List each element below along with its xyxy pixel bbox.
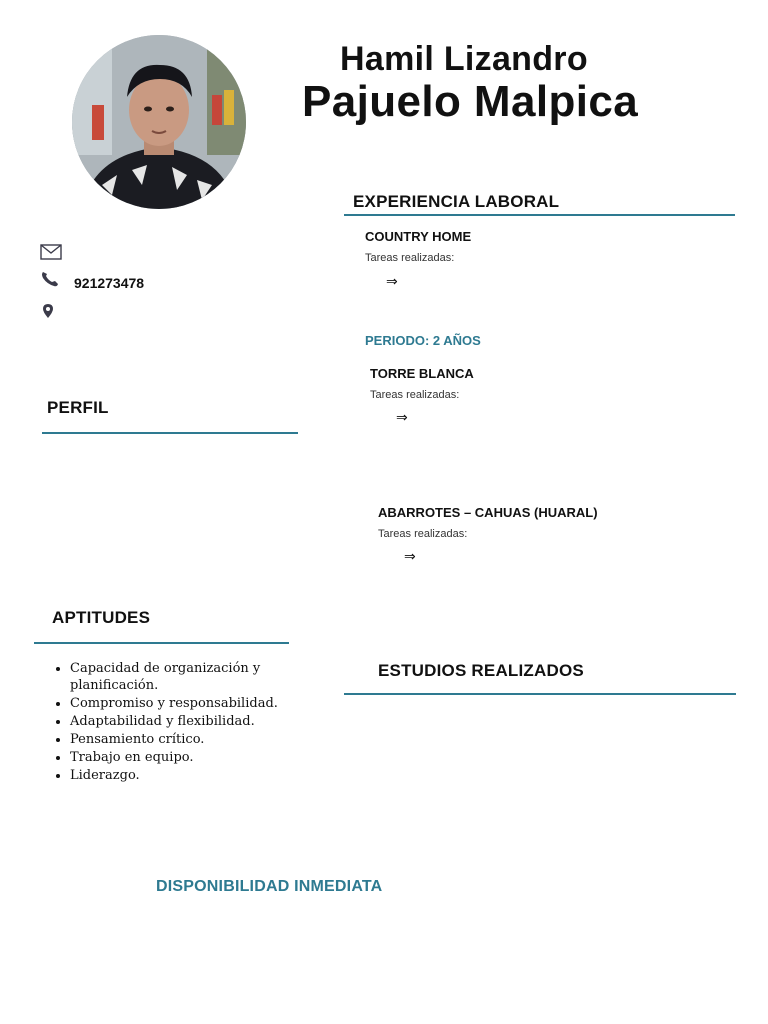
first-name: Hamil Lizandro xyxy=(340,40,588,78)
job-tasks-label: Tareas realizadas: xyxy=(378,528,468,540)
list-item: • Pensamiento crítico. xyxy=(70,731,300,748)
list-item: • Adaptabilidad y flexibilidad. xyxy=(70,713,300,730)
phone-icon xyxy=(40,270,62,288)
job-company: TORRE BLANCA xyxy=(370,366,474,381)
person-photo-illustration xyxy=(72,35,246,209)
aptitudes-list xyxy=(48,660,300,785)
map-pin-icon xyxy=(42,303,64,321)
experience-heading: EXPERIENCIA LABORAL xyxy=(353,192,560,211)
task-bullet-arrow: ⇒ xyxy=(386,273,398,289)
list-item: • Liderazgo. xyxy=(70,767,300,784)
job-company: COUNTRY HOME xyxy=(365,229,472,244)
task-bullet-arrow: ⇒ xyxy=(404,548,416,564)
last-name: Pajuelo Malpica xyxy=(302,77,639,126)
profile-heading: PERFIL xyxy=(47,398,109,417)
education-divider xyxy=(344,693,736,695)
education-heading: ESTUDIOS REALIZADOS xyxy=(378,661,584,680)
job-tasks-label: Tareas realizadas: xyxy=(370,389,460,401)
phone-number: 921273478 xyxy=(74,275,145,291)
list-item: • Trabajo en equipo. xyxy=(70,749,300,766)
profile-photo xyxy=(72,35,246,209)
aptitudes-divider xyxy=(34,642,289,644)
profile-divider xyxy=(42,432,298,434)
aptitudes-heading: APTITUDES xyxy=(52,608,151,627)
envelope-icon xyxy=(40,244,62,262)
task-bullet-arrow: ⇒ xyxy=(396,409,408,425)
list-item: • Compromiso y responsabilidad. xyxy=(70,695,300,712)
job-period: PERIODO: 2 AÑOS xyxy=(365,333,481,348)
job-tasks-label: Tareas realizadas: xyxy=(365,252,455,264)
job-company: ABARROTES – CAHUAS (HUARAL) xyxy=(378,505,598,520)
list-item: • Capacidad de organización y planificación. xyxy=(70,660,300,694)
experience-divider xyxy=(344,214,735,216)
availability-label: DISPONIBILIDAD INMEDIATA xyxy=(156,878,383,895)
